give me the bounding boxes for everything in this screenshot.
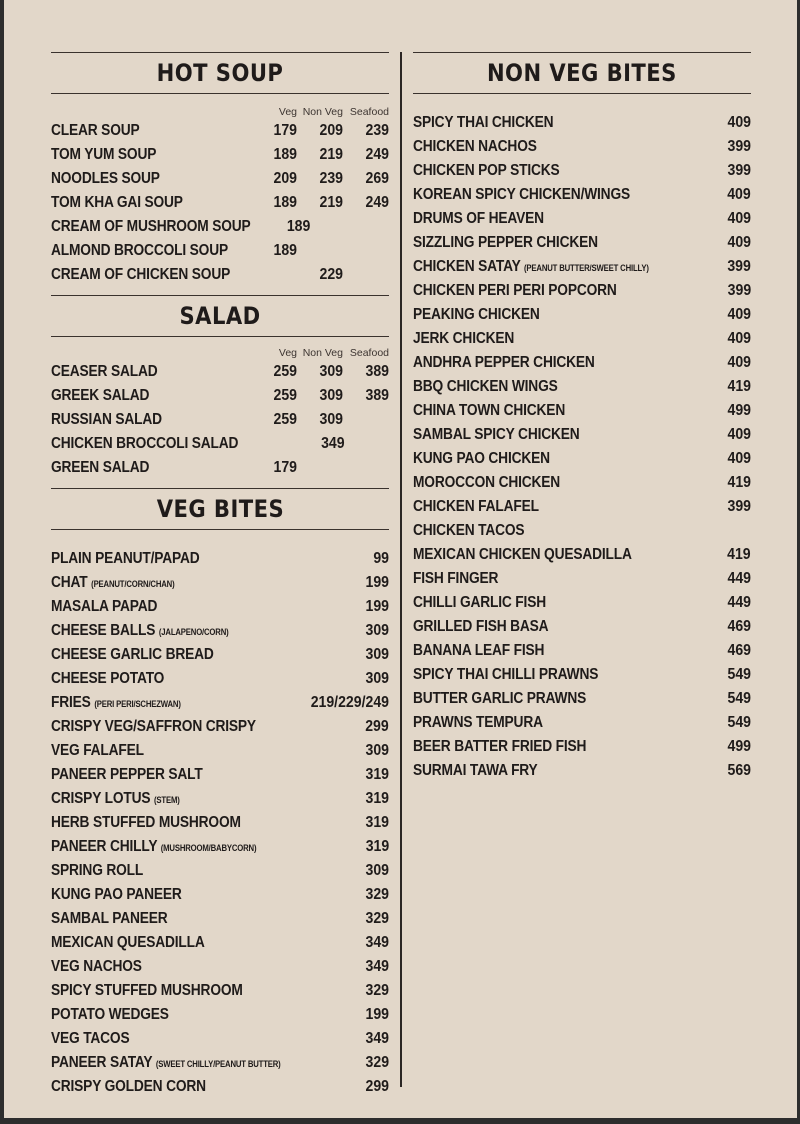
section-title: VEG BITES (51, 488, 389, 530)
item-price: 219/229/249 (310, 694, 389, 711)
item-note: (STEM) (154, 795, 180, 805)
menu-item (51, 239, 389, 263)
item-name-wrap (51, 643, 247, 667)
item-note: (JALAPENO/CORN) (158, 627, 229, 637)
item-price: 199 (365, 574, 389, 591)
item-name: GREEN SALAD (51, 459, 150, 476)
menu-item (51, 1075, 389, 1099)
menu-item (413, 159, 751, 183)
item-name: SAMBAL PANEER (51, 910, 168, 927)
price-column-headers (51, 105, 389, 119)
menu-item (51, 167, 389, 191)
item-name: MASALA PAPAD (51, 598, 158, 615)
price-veg: 189 (286, 218, 311, 235)
item-name: JERK CHICKEN (413, 330, 515, 347)
item-name: CHICKEN NACHOS (413, 138, 537, 155)
item-price: 549 (727, 666, 751, 683)
menu-page (4, 0, 797, 1118)
column-header-non-veg: Non Veg (302, 347, 343, 359)
menu-item (51, 691, 389, 715)
menu-item (413, 111, 751, 135)
item-price: 419 (727, 546, 751, 563)
item-price: 469 (727, 642, 751, 659)
menu-item (51, 191, 389, 215)
item-name-wrap (413, 591, 609, 615)
menu-item (413, 663, 751, 687)
item-name-wrap (413, 159, 609, 183)
item-name: CREAM OF CHICKEN SOUP (51, 266, 231, 283)
menu-item (51, 763, 389, 787)
menu-item (413, 495, 751, 519)
section-salad (51, 295, 389, 480)
item-name-wrap (413, 255, 649, 280)
item-price: 349 (365, 1030, 389, 1047)
price-non-veg: 309 (319, 363, 343, 380)
item-name: CHEESE POTATO (51, 670, 165, 687)
item-price: 409 (727, 306, 751, 323)
item-name: CHICKEN FALAFEL (413, 498, 539, 515)
menu-item (51, 835, 389, 859)
item-name-wrap (413, 543, 632, 567)
item-name: CHICKEN POP STICKS (413, 162, 560, 179)
column-divider (400, 52, 402, 1087)
item-name-wrap (413, 471, 609, 495)
item-name-wrap (51, 1075, 247, 1099)
menu-item (51, 859, 389, 883)
item-name-wrap (413, 111, 609, 135)
item-price: 549 (727, 690, 751, 707)
price-veg: 189 (273, 146, 297, 163)
price-non-veg: 309 (319, 387, 343, 404)
menu-item (51, 595, 389, 619)
item-name-wrap (413, 231, 609, 255)
menu-item (413, 759, 751, 783)
item-name: BUTTER GARLIC PRAWNS (413, 690, 587, 707)
item-name-wrap (51, 715, 256, 739)
item-name: MOROCCON CHICKEN (413, 474, 561, 491)
price-veg: 189 (273, 194, 297, 211)
menu-item (51, 432, 389, 456)
item-name-wrap (413, 279, 617, 303)
menu-item (413, 639, 751, 663)
item-name: PLAIN PEANUT/PAPAD (51, 550, 200, 567)
item-price: 309 (365, 742, 389, 759)
item-price: 319 (365, 814, 389, 831)
item-price: 449 (727, 594, 751, 611)
menu-item (51, 263, 389, 287)
price-non-veg: 309 (319, 411, 343, 428)
item-name-wrap (51, 787, 247, 812)
menu-item (51, 360, 389, 384)
item-price: 399 (727, 138, 751, 155)
item-price: 499 (727, 402, 751, 419)
item-name: CHILLI GARLIC FISH (413, 594, 546, 611)
item-name: GREEK SALAD (51, 387, 150, 404)
item-name: BANANA LEAF FISH (413, 642, 545, 659)
price-seafood: 249 (365, 194, 389, 211)
section-non-veg-bites (413, 52, 751, 783)
item-price: 329 (365, 886, 389, 903)
menu-item (51, 119, 389, 143)
item-name: KOREAN SPICY CHICKEN/WINGS (413, 186, 630, 203)
item-name: CREAM OF MUSHROOM SOUP (51, 218, 251, 235)
item-name-wrap (413, 495, 609, 519)
item-name-wrap (51, 667, 247, 691)
item-name: SPICY THAI CHICKEN (413, 114, 554, 131)
section-hot-soup (51, 52, 389, 287)
price-seafood: 269 (365, 170, 389, 187)
item-name-wrap (413, 519, 609, 543)
item-price: 309 (365, 670, 389, 687)
item-name: ALMOND BROCCOLI SOUP (51, 242, 228, 259)
menu-list (51, 547, 389, 1099)
menu-item (51, 408, 389, 432)
item-name: SPICY STUFFED MUSHROOM (51, 982, 243, 999)
item-name: SAMBAL SPICY CHICKEN (413, 426, 580, 443)
item-price: 349 (365, 958, 389, 975)
item-name-wrap (413, 735, 609, 759)
menu-item (413, 303, 751, 327)
menu-item (51, 215, 389, 239)
item-name: KUNG PAO CHICKEN (413, 450, 550, 467)
item-name-wrap (413, 375, 609, 399)
section-title: HOT SOUP (51, 52, 389, 94)
menu-item (413, 183, 751, 207)
menu-item (413, 519, 751, 543)
item-name: NOODLES SOUP (51, 170, 160, 187)
item-name: CHINA TOWN CHICKEN (413, 402, 566, 419)
item-name: TOM KHA GAI SOUP (51, 194, 183, 211)
item-price: 399 (727, 498, 751, 515)
item-name: BBQ CHICKEN WINGS (413, 378, 558, 395)
item-price: 499 (727, 738, 751, 755)
item-name-wrap (413, 447, 609, 471)
menu-item (51, 979, 389, 1003)
item-name: CHEESE GARLIC BREAD (51, 646, 214, 663)
menu-item (413, 447, 751, 471)
item-name-wrap (413, 567, 609, 591)
menu-item (51, 931, 389, 955)
price-seafood: 249 (365, 146, 389, 163)
item-price: 419 (727, 474, 751, 491)
item-price: 329 (365, 982, 389, 999)
item-price: 199 (365, 598, 389, 615)
menu-item (51, 1027, 389, 1051)
menu-item (51, 883, 389, 907)
menu-item (51, 811, 389, 835)
item-name: DRUMS OF HEAVEN (413, 210, 544, 227)
item-price: 319 (365, 838, 389, 855)
item-name-wrap (51, 979, 247, 1003)
item-price: 99 (373, 550, 389, 567)
item-name: CHICKEN TACOS (413, 522, 525, 539)
item-price: 329 (365, 1054, 389, 1071)
item-name: MEXICAN CHICKEN QUESADILLA (413, 546, 632, 563)
section-title: NON VEG BITES (413, 52, 751, 94)
menu-item (413, 351, 751, 375)
menu-item (413, 735, 751, 759)
item-name-wrap (413, 759, 609, 783)
price-non-veg: 219 (319, 146, 343, 163)
item-price: 309 (365, 622, 389, 639)
item-name: SPRING ROLL (51, 862, 144, 879)
menu-item (51, 1051, 389, 1075)
price-non-veg: 239 (319, 170, 343, 187)
menu-list (413, 111, 751, 783)
item-name: PEAKING CHICKEN (413, 306, 540, 323)
item-name: CHAT (51, 574, 88, 591)
item-price: 409 (727, 234, 751, 251)
item-name-wrap (413, 399, 609, 423)
menu-item (413, 135, 751, 159)
item-name-wrap (51, 931, 247, 955)
price-non-veg: 349 (320, 435, 345, 452)
price-non-veg: 229 (319, 266, 343, 283)
item-price: 399 (727, 162, 751, 179)
column-header-veg: Veg (278, 347, 297, 359)
item-price: 409 (727, 114, 751, 131)
item-name: CRISPY GOLDEN CORN (51, 1078, 206, 1095)
menu-item (51, 907, 389, 931)
item-name: PRAWNS TEMPURA (413, 714, 543, 731)
item-price: 299 (365, 718, 389, 735)
menu-item (413, 543, 751, 567)
item-name-wrap (413, 639, 609, 663)
item-note: (SWEET CHILLY/PEANUT BUTTER) (155, 1059, 281, 1069)
column-header-seafood: Seafood (349, 347, 389, 359)
item-name-wrap (413, 351, 609, 375)
item-price: 409 (727, 450, 751, 467)
menu-item (413, 399, 751, 423)
item-note: (PERI PERI/SCHEZWAN) (94, 699, 181, 709)
menu-item (413, 255, 751, 279)
item-note: (PEANUT/CORN/CHAN) (91, 579, 175, 589)
item-name-wrap (413, 711, 609, 735)
item-name-wrap (413, 327, 609, 351)
item-name-wrap (413, 135, 609, 159)
item-price: 469 (727, 618, 751, 635)
item-name: SPICY THAI CHILLI PRAWNS (413, 666, 599, 683)
menu-item (51, 715, 389, 739)
item-price: 409 (727, 426, 751, 443)
menu-item (413, 375, 751, 399)
item-name-wrap (413, 687, 609, 711)
item-name-wrap (51, 811, 247, 835)
item-name: VEG NACHOS (51, 958, 142, 975)
item-name-wrap (413, 207, 609, 231)
menu-item (51, 787, 389, 811)
item-name: CHICKEN PERI PERI POPCORN (413, 282, 617, 299)
item-name: HERB STUFFED MUSHROOM (51, 814, 241, 831)
item-price: 319 (365, 790, 389, 807)
item-name-wrap (51, 1051, 281, 1076)
menu-item (51, 143, 389, 167)
price-veg: 259 (273, 387, 297, 404)
price-veg: 259 (273, 363, 297, 380)
menu-item (51, 571, 389, 595)
item-price: 399 (727, 282, 751, 299)
item-name-wrap (51, 1003, 247, 1027)
price-non-veg: 219 (319, 194, 343, 211)
menu-item (413, 615, 751, 639)
item-name-wrap (51, 547, 247, 571)
item-price: 409 (727, 354, 751, 371)
column-header-seafood: Seafood (349, 106, 389, 118)
item-name: FISH FINGER (413, 570, 499, 587)
item-price: 329 (365, 910, 389, 927)
item-name: RUSSIAN SALAD (51, 411, 162, 428)
menu-item (413, 327, 751, 351)
section-veg-bites (51, 488, 389, 1099)
item-name-wrap (51, 859, 247, 883)
menu-item (413, 567, 751, 591)
item-price: 309 (365, 862, 389, 879)
menu-list (51, 119, 389, 287)
price-veg: 179 (273, 459, 297, 476)
item-name-wrap (51, 739, 247, 763)
item-price: 449 (727, 570, 751, 587)
menu-item (51, 456, 389, 480)
column-header-non-veg: Non Veg (302, 106, 343, 118)
menu-item (413, 423, 751, 447)
price-seafood: 239 (365, 122, 389, 139)
item-price: 419 (727, 378, 751, 395)
item-name: KUNG PAO PANEER (51, 886, 182, 903)
item-price: 319 (365, 766, 389, 783)
menu-item (413, 207, 751, 231)
item-name: CLEAR SOUP (51, 122, 140, 139)
item-price: 399 (727, 258, 751, 275)
price-seafood: 389 (365, 363, 389, 380)
menu-item (51, 619, 389, 643)
item-name-wrap (413, 423, 609, 447)
price-veg: 259 (273, 411, 297, 428)
item-name-wrap (51, 835, 256, 860)
item-name: PANEER PEPPER SALT (51, 766, 203, 783)
menu-item (413, 687, 751, 711)
menu-item (51, 547, 389, 571)
item-note: (MUSHROOM/BABYCORN) (160, 843, 257, 853)
item-name-wrap (51, 1027, 247, 1051)
menu-item (51, 1003, 389, 1027)
item-price: 349 (365, 934, 389, 951)
item-name: TOM YUM SOUP (51, 146, 157, 163)
item-price: 409 (727, 186, 751, 203)
item-name: SIZZLING PEPPER CHICKEN (413, 234, 598, 251)
item-name: GRILLED FISH BASA (413, 618, 549, 635)
menu-item (413, 591, 751, 615)
menu-item (413, 231, 751, 255)
item-name-wrap (51, 691, 247, 716)
menu-item (51, 955, 389, 979)
item-name: PANEER SATAY (51, 1054, 153, 1071)
item-price: 309 (365, 646, 389, 663)
item-name-wrap (413, 183, 630, 207)
item-name-wrap (51, 955, 247, 979)
item-price: 409 (727, 210, 751, 227)
menu-item (51, 667, 389, 691)
item-name: VEG TACOS (51, 1030, 130, 1047)
item-name: FRIES (51, 694, 91, 711)
price-seafood: 389 (365, 387, 389, 404)
item-price: 199 (365, 1006, 389, 1023)
item-price: 299 (365, 1078, 389, 1095)
price-column-headers (51, 346, 389, 360)
menu-item (413, 471, 751, 495)
section-title: SALAD (51, 295, 389, 337)
item-name: SURMAI TAWA FRY (413, 762, 538, 779)
item-name-wrap (51, 763, 247, 787)
price-veg: 189 (273, 242, 297, 259)
item-name: MEXICAN QUESADILLA (51, 934, 205, 951)
column-header-veg: Veg (278, 106, 297, 118)
item-price: 549 (727, 714, 751, 731)
item-name: VEG FALAFEL (51, 742, 144, 759)
item-name: CRISPY LOTUS (51, 790, 151, 807)
item-name: ANDHRA PEPPER CHICKEN (413, 354, 595, 371)
item-name-wrap (51, 619, 247, 644)
item-name: CHEESE BALLS (51, 622, 156, 639)
item-name-wrap (51, 595, 247, 619)
item-name-wrap (413, 663, 609, 687)
item-name: CHICKEN SATAY (413, 258, 521, 275)
item-name: BEER BATTER FRIED FISH (413, 738, 587, 755)
item-note: (PEANUT BUTTER/SWEET CHILLY) (524, 263, 649, 273)
item-name: CEASER SALAD (51, 363, 158, 380)
item-name: POTATO WEDGES (51, 1006, 169, 1023)
item-price: 409 (727, 330, 751, 347)
item-price: 569 (727, 762, 751, 779)
menu-item (51, 643, 389, 667)
price-veg: 179 (273, 122, 297, 139)
item-name-wrap (51, 571, 247, 596)
item-name-wrap (413, 303, 609, 327)
price-non-veg: 209 (319, 122, 343, 139)
menu-item (413, 711, 751, 735)
item-name-wrap (413, 615, 609, 639)
menu-item (51, 384, 389, 408)
menu-list (51, 360, 389, 480)
item-name: PANEER CHILLY (51, 838, 158, 855)
menu-item (51, 739, 389, 763)
price-veg: 209 (273, 170, 297, 187)
item-name-wrap (51, 883, 247, 907)
item-name: CHICKEN BROCCOLI SALAD (51, 435, 239, 452)
menu-item (413, 279, 751, 303)
item-name: CRISPY VEG/SAFFRON CRISPY (51, 718, 256, 735)
item-name-wrap (51, 907, 247, 931)
